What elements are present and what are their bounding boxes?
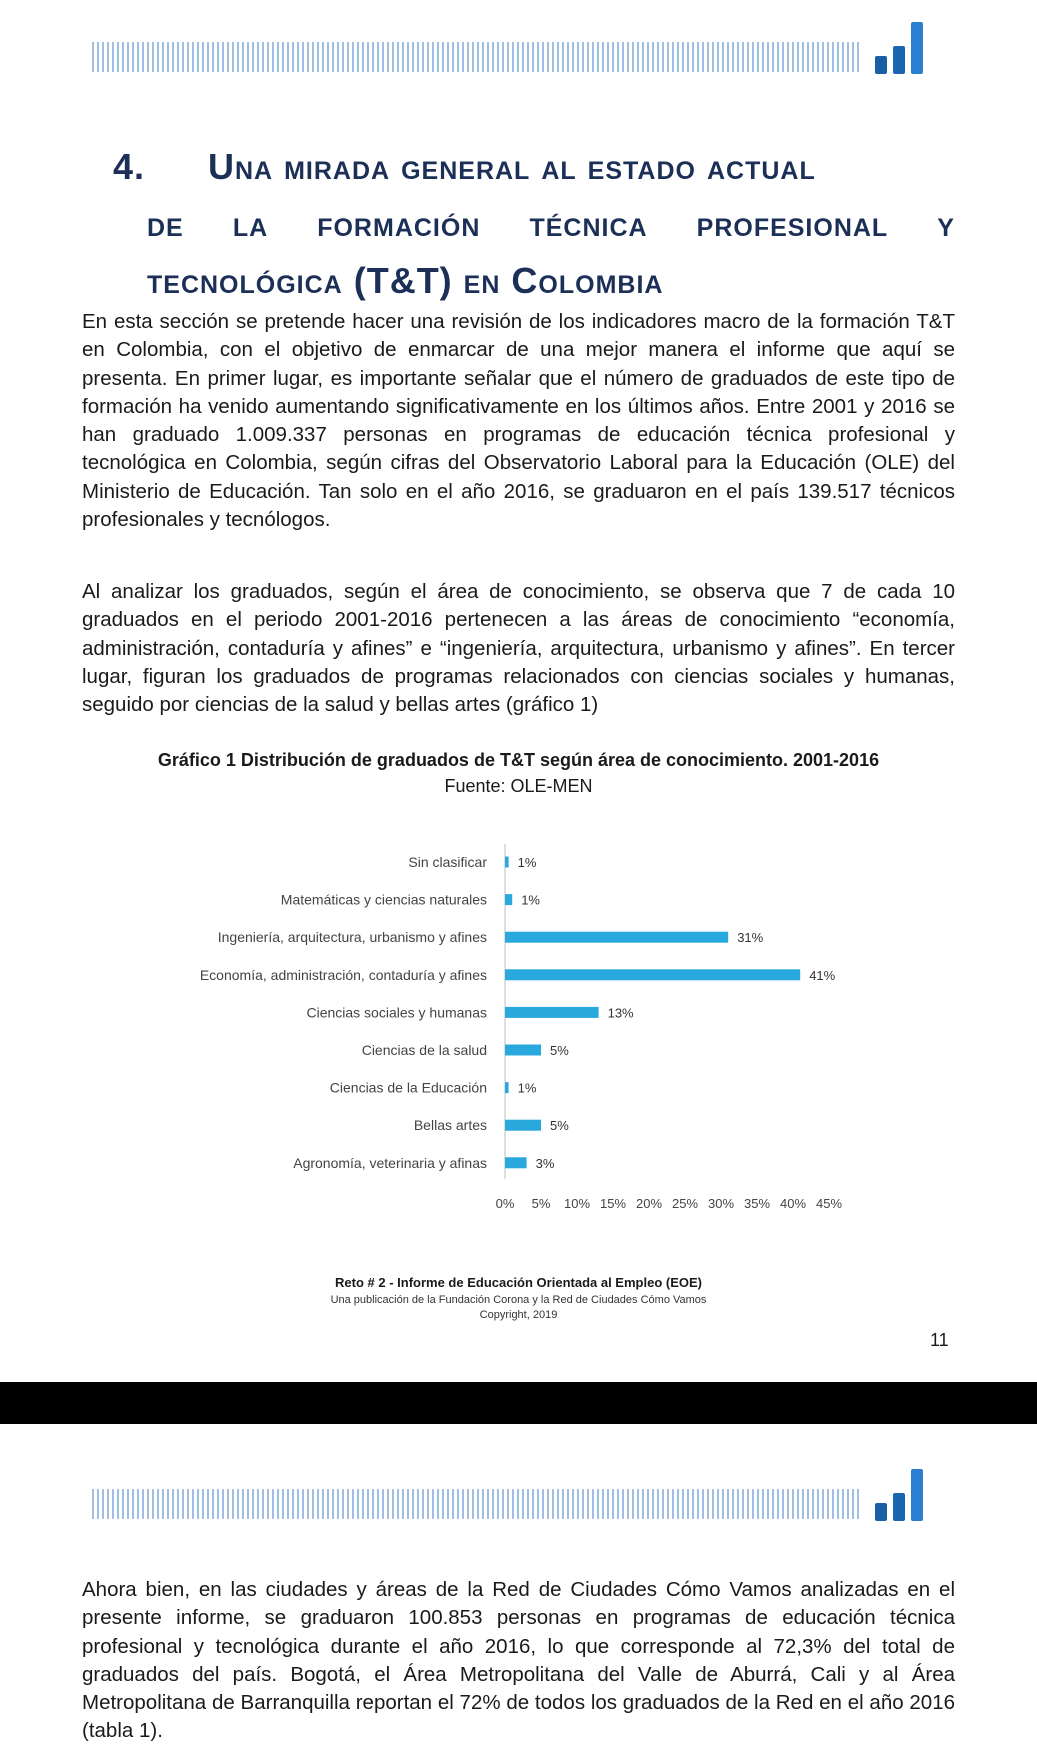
heading-word: de xyxy=(147,203,184,244)
page-number: 11 xyxy=(930,1330,949,1350)
category-label: Economía, administración, contaduría y afines xyxy=(199,966,487,983)
data-label: 31% xyxy=(737,930,764,946)
body-paragraph-3: Ahora bien, en las ciudades y áreas de la Red de Ciudades Cómo Vamos analizadas en el presente informe, se graduaron 100.853 personas en programas de educación técnica profesional y tecnológica durante el año 2016, lo que corresponde al 72,3% del total de graduados del país. Bogotá, el Área Metropolitana del Valle de Aburrá, Cali y al Área Metropolitana de Barranquilla reportan el 72% de todos los graduados de la Red en el año 2016 (tabla 1). xyxy=(82,1578,955,1743)
x-tick-label: 0% xyxy=(495,1195,515,1211)
data-label: 13% xyxy=(607,1005,634,1021)
x-tick-label: 45% xyxy=(815,1195,843,1211)
heading-word: la xyxy=(232,203,269,244)
heading-word: formación xyxy=(317,203,481,244)
category-label: Ciencias de la Educación xyxy=(329,1079,487,1096)
bar xyxy=(505,1082,509,1093)
data-label: 5% xyxy=(550,1043,569,1058)
bar xyxy=(505,857,509,868)
data-label: 5% xyxy=(550,1118,569,1134)
x-tick-label: 5% xyxy=(531,1195,551,1211)
data-label: 41% xyxy=(809,967,836,983)
bar-chart xyxy=(0,820,1037,1240)
bar xyxy=(505,1007,599,1018)
category-label: Ciencias sociales y humanas xyxy=(306,1004,487,1021)
section-number: 4. xyxy=(113,146,146,187)
page-separator xyxy=(0,1382,1037,1424)
heading-line-3: tecnológica (T&T) en Colombia xyxy=(147,260,664,301)
category-label: Agronomía, veterinaria y afinas xyxy=(293,1154,487,1171)
bar xyxy=(505,1045,541,1056)
chart-source: Fuente: OLE-MEN xyxy=(444,776,593,796)
bar xyxy=(505,1120,541,1131)
data-label: 1% xyxy=(517,855,537,870)
category-label: Bellas artes xyxy=(413,1117,487,1134)
bar xyxy=(505,1157,527,1168)
body-paragraph-2: Al analizar los graduados, según el área de conocimiento, se observa que 7 de cada 10 graduados en el periodo 2001-2016 pertenecen a las áreas de conocimiento “economía, administración, contaduría y afines” e “ingeniería, arquitectura, urbanismo y afines”. En tercer lugar, figuran los graduados de programas relacionados con ciencias sociales y humanas, seguido por ciencias de la salud y bellas artes (gráfico 1) xyxy=(82,580,955,717)
data-label: 1% xyxy=(521,892,540,908)
page-12 xyxy=(0,1424,1037,1749)
bar xyxy=(505,932,728,943)
x-tick-label: 15% xyxy=(599,1195,627,1211)
x-tick-label: 25% xyxy=(671,1195,699,1211)
category-label: Ingeniería, arquitectura, urbanismo y afines xyxy=(217,929,487,946)
heading-line-1: Una mirada general al estado actual xyxy=(208,146,816,187)
heading-word: técnica xyxy=(529,203,648,244)
x-tick-label: 20% xyxy=(635,1195,663,1211)
x-tick-label: 10% xyxy=(563,1195,591,1211)
heading-word: profesional xyxy=(696,203,889,244)
heading-word: y xyxy=(937,203,955,244)
bar xyxy=(505,969,800,980)
section-heading xyxy=(113,138,955,309)
x-tick-label: 35% xyxy=(743,1195,771,1211)
footer-copyright: Copyright, 2019 xyxy=(479,1309,558,1321)
x-tick-label: 30% xyxy=(707,1195,735,1211)
heading-line-2 xyxy=(113,195,955,252)
footer-subtitle: Una publicación de la Fundación Corona y la Red de Ciudades Cómo Vamos xyxy=(330,1294,707,1306)
bar xyxy=(505,894,512,905)
header-decorative-band xyxy=(92,1489,862,1519)
category-label: Sin clasificar xyxy=(408,854,487,870)
category-label: Ciencias de la salud xyxy=(361,1042,487,1058)
logo-bars-icon xyxy=(875,22,923,74)
x-tick-label: 40% xyxy=(779,1195,807,1211)
category-label: Matemáticas y ciencias naturales xyxy=(280,891,487,908)
data-label: 3% xyxy=(535,1155,555,1171)
logo-bars-icon xyxy=(875,1469,923,1521)
body-paragraph-1: En esta sección se pretende hacer una revisión de los indicadores macro de la formación T&T en Colombia, con el objetivo de enmarcar de una mejor manera el informe que aquí se presenta. En primer lugar, es importante señalar que el número de graduados de este tipo de formación ha venido aumentando significativamente en los últimos años. Entre 2001 y 2016 se han graduado 1.009.337 personas en programas de educación técnica profesional y tecnológica en Colombia, según cifras del Observatorio Laboral para la Educación (OLE) del Ministerio de Educación. Tan solo en el año 2016, se graduaron en el país 139.517 técnicos profesionales y tecnólogos. xyxy=(82,310,955,532)
chart-caption: Gráfico 1 Distribución de graduados de T&T según área de conocimiento. 2001-2016 xyxy=(157,750,880,770)
header-decorative-band xyxy=(92,42,862,72)
data-label: 1% xyxy=(517,1080,537,1096)
footer-title: Reto # 2 - Informe de Educación Orientada al Empleo (EOE) xyxy=(335,1275,702,1290)
